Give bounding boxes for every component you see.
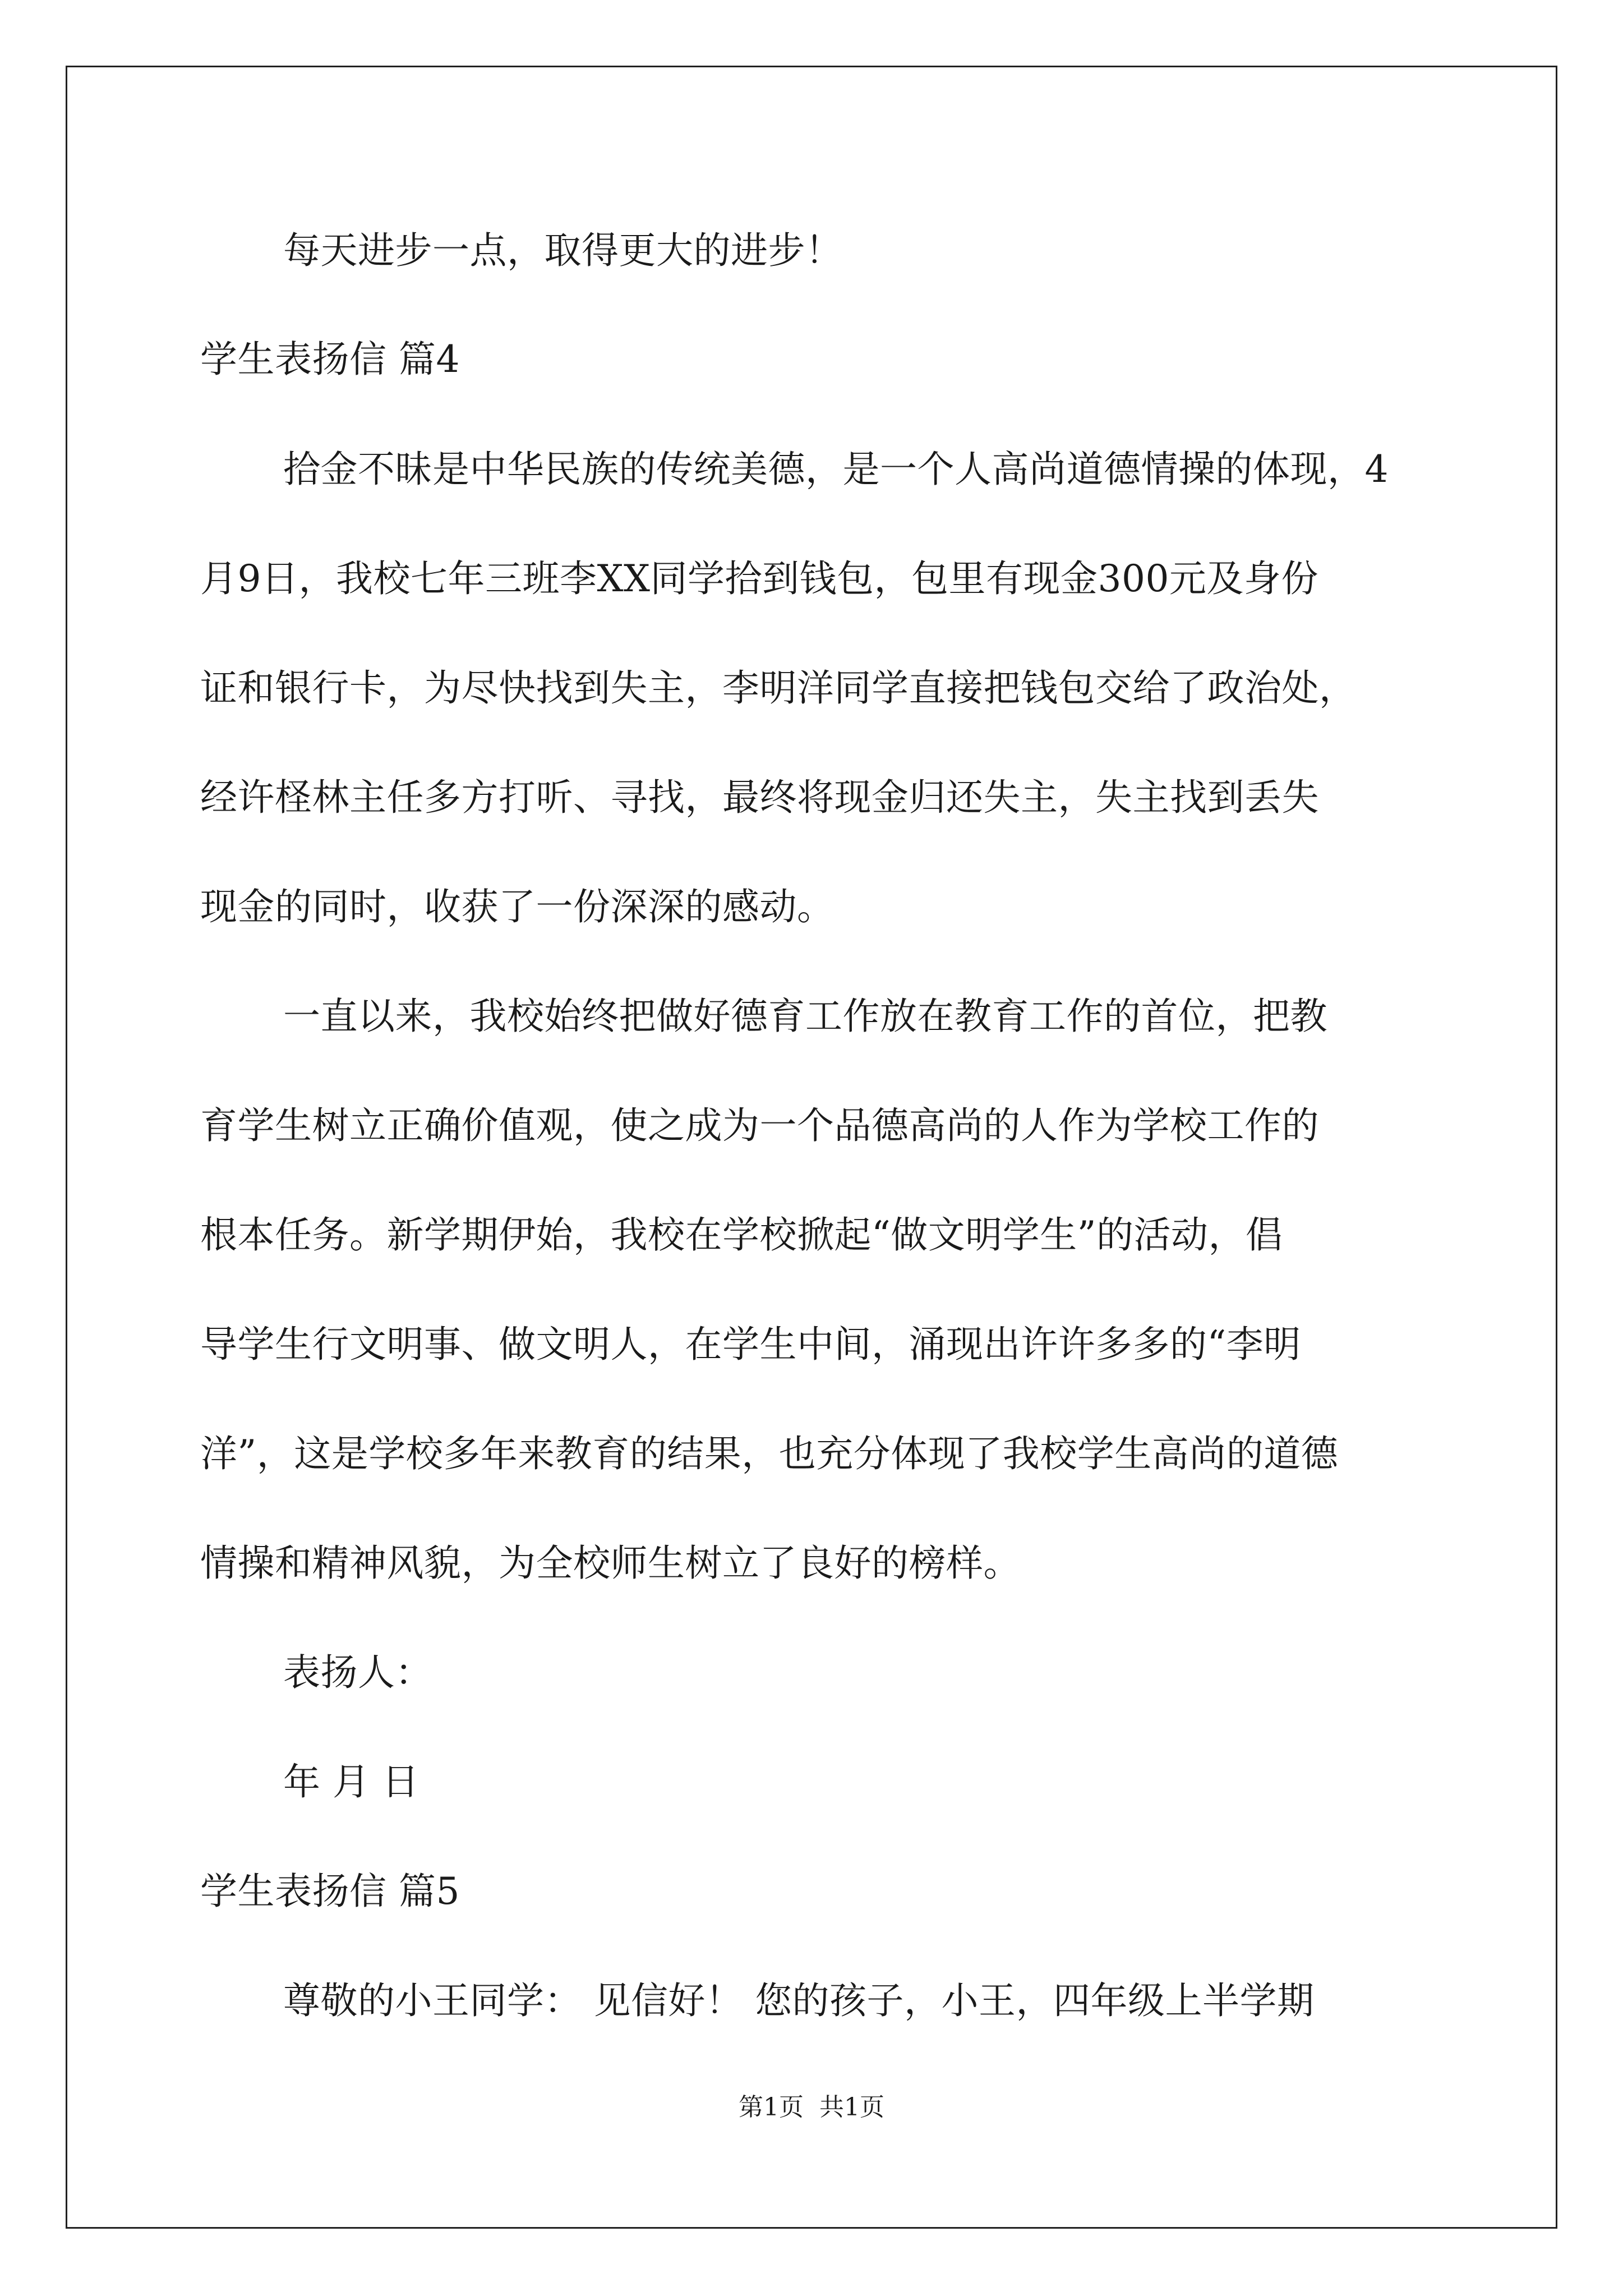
paragraph-line: 洋”，这是学校多年来教育的结果，也充分体现了我校学生高尚的道德 <box>200 1432 1339 1475</box>
paragraph-line: 经许柽林主任多方打听、寻找，最终将现金归还失主，失主找到丢失 <box>200 776 1319 819</box>
closing-line: 每天进步一点，取得更大的进步！ <box>283 229 843 272</box>
section-heading-5: 学生表扬信 篇5 <box>200 1870 460 1913</box>
section-heading-4: 学生表扬信 篇4 <box>200 338 460 381</box>
paragraph-line: 月9日，我校七年三班李XX同学拾到钱包，包里有现金300元及身份 <box>200 557 1318 600</box>
paragraph-line: 尊敬的小王同学： 见信好！ 您的孩子，小王，四年级上半学期 <box>283 1979 1315 2022</box>
signature-label: 表扬人： <box>283 1651 432 1694</box>
paragraph-line: 导学生行文明事、做文明人，在学生中间，涌现出许许多多的“李明 <box>200 1323 1301 1366</box>
paragraph-line: 拾金不昧是中华民族的传统美德，是一个人高尚道德情操的体现，4 <box>283 448 1389 491</box>
paragraph-line: 根本任务。新学期伊始，我校在学校掀起“做文明学生”的活动，倡 <box>200 1213 1283 1257</box>
paragraph-line: 现金的同时，收获了一份深深的感动。 <box>200 885 834 928</box>
date-line: 年 月 日 <box>283 1760 419 1803</box>
paragraph-line: 一直以来，我校始终把做好德育工作放在教育工作的首位，把教 <box>283 995 1327 1038</box>
paragraph-line: 育学生树立正确价值观，使之成为一个品德高尚的人作为学校工作的 <box>200 1104 1319 1147</box>
page-footer: 第1页 共1页 <box>739 2093 884 2122</box>
paragraph-line: 情操和精神风貌，为全校师生树立了良好的榜样。 <box>200 1542 1021 1585</box>
paragraph-line: 证和银行卡，为尽快找到失主，李明洋同学直接把钱包交给了政治处， <box>200 666 1357 710</box>
